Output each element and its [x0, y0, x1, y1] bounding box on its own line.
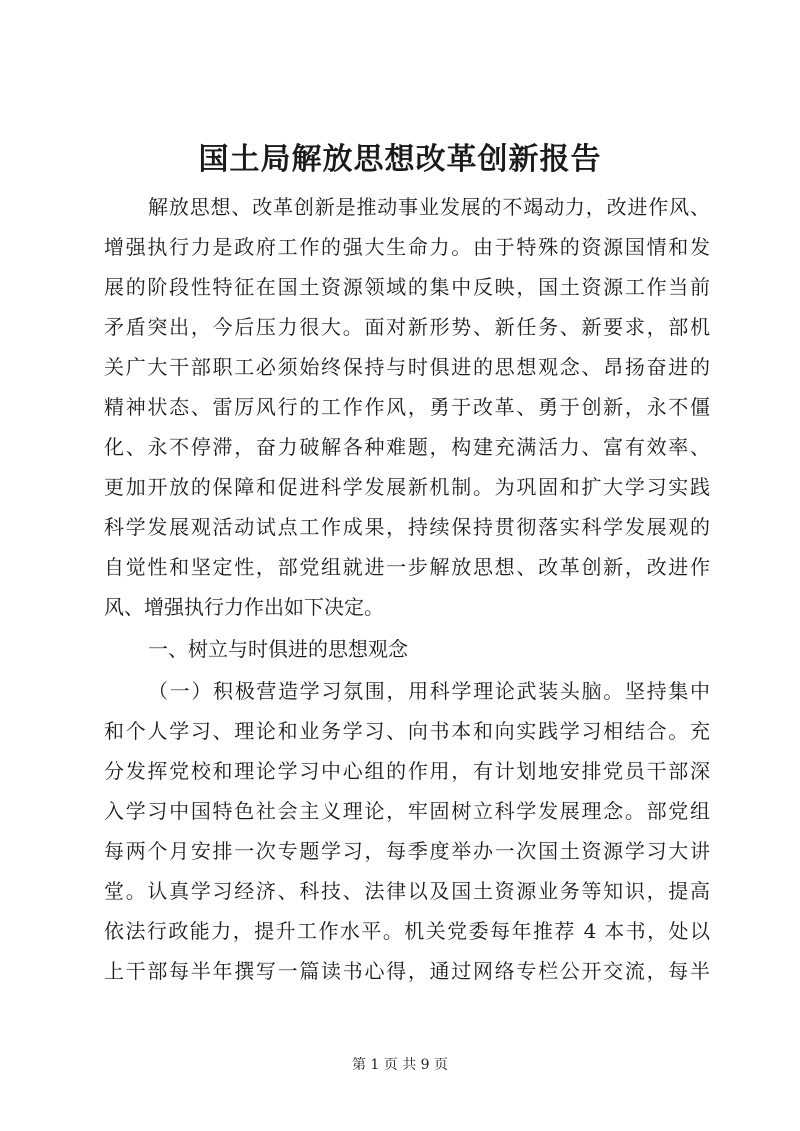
paragraph-2-line: 每两个月安排一次专题学习，每季度举办一次国土资源学习大讲 — [104, 839, 710, 863]
paragraph-2-line: （一）积极营造学习氛围，用科学理论武装头脑。坚持集中 — [148, 679, 710, 703]
paragraph-1-line: 风、增强执行力作出如下决定。 — [104, 595, 384, 619]
paragraph-2-line: 上干部每半年撰写一篇读书心得，通过网络专栏公开交流，每半 — [104, 959, 710, 983]
paragraph-1-line: 解放思想、改革创新是推动事业发展的不竭动力，改进作风、 — [148, 195, 710, 219]
paragraph-2-line: 依法行政能力，提升工作水平。机关党委每年推荐 4 本书，处以 — [104, 919, 710, 943]
paragraph-1-line: 化、永不停滞，奋力破解各种难题，构建充满活力、富有效率、 — [104, 435, 710, 459]
paragraph-1-line: 增强执行力是政府工作的强大生命力。由于特殊的资源国情和发 — [104, 235, 710, 259]
paragraph-2-line: 和个人学习、理论和业务学习、向书本和向实践学习相结合。充 — [104, 719, 710, 743]
section-heading: 一、树立与时俱进的思想观念 — [148, 637, 408, 661]
paragraph-2-line: 分发挥党校和理论学习中心组的作用，有计划地安排党员干部深 — [104, 759, 710, 783]
paragraph-1-line: 矛盾突出，今后压力很大。面对新形势、新任务、新要求，部机 — [104, 315, 710, 339]
paragraph-1-line: 更加开放的保障和促进科学发展新机制。为巩固和扩大学习实践 — [104, 475, 710, 499]
paragraph-1-line: 关广大干部职工必须始终保持与时俱进的思想观念、昂扬奋进的 — [104, 355, 710, 379]
paragraph-1-line: 科学发展观活动试点工作成果，持续保持贯彻落实科学发展观的 — [104, 515, 710, 539]
page-number-footer: 第 1 页 共 9 页 — [351, 1057, 449, 1073]
paragraph-1-line: 精神状态、雷厉风行的工作作风，勇于改革、勇于创新，永不僵 — [104, 395, 710, 419]
document-title: 国土局解放思想改革创新报告 — [198, 142, 602, 177]
paragraph-1-line: 自觉性和坚定性，部党组就进一步解放思想、改革创新，改进作 — [104, 555, 710, 579]
paragraph-2-line: 入学习中国特色社会主义理论，牢固树立科学发展理念。部党组 — [104, 799, 710, 823]
paragraph-2-line: 堂。认真学习经济、科技、法律以及国土资源业务等知识，提高 — [104, 879, 710, 903]
paragraph-1-line: 展的阶段性特征在国土资源领域的集中反映，国土资源工作当前 — [104, 275, 710, 299]
